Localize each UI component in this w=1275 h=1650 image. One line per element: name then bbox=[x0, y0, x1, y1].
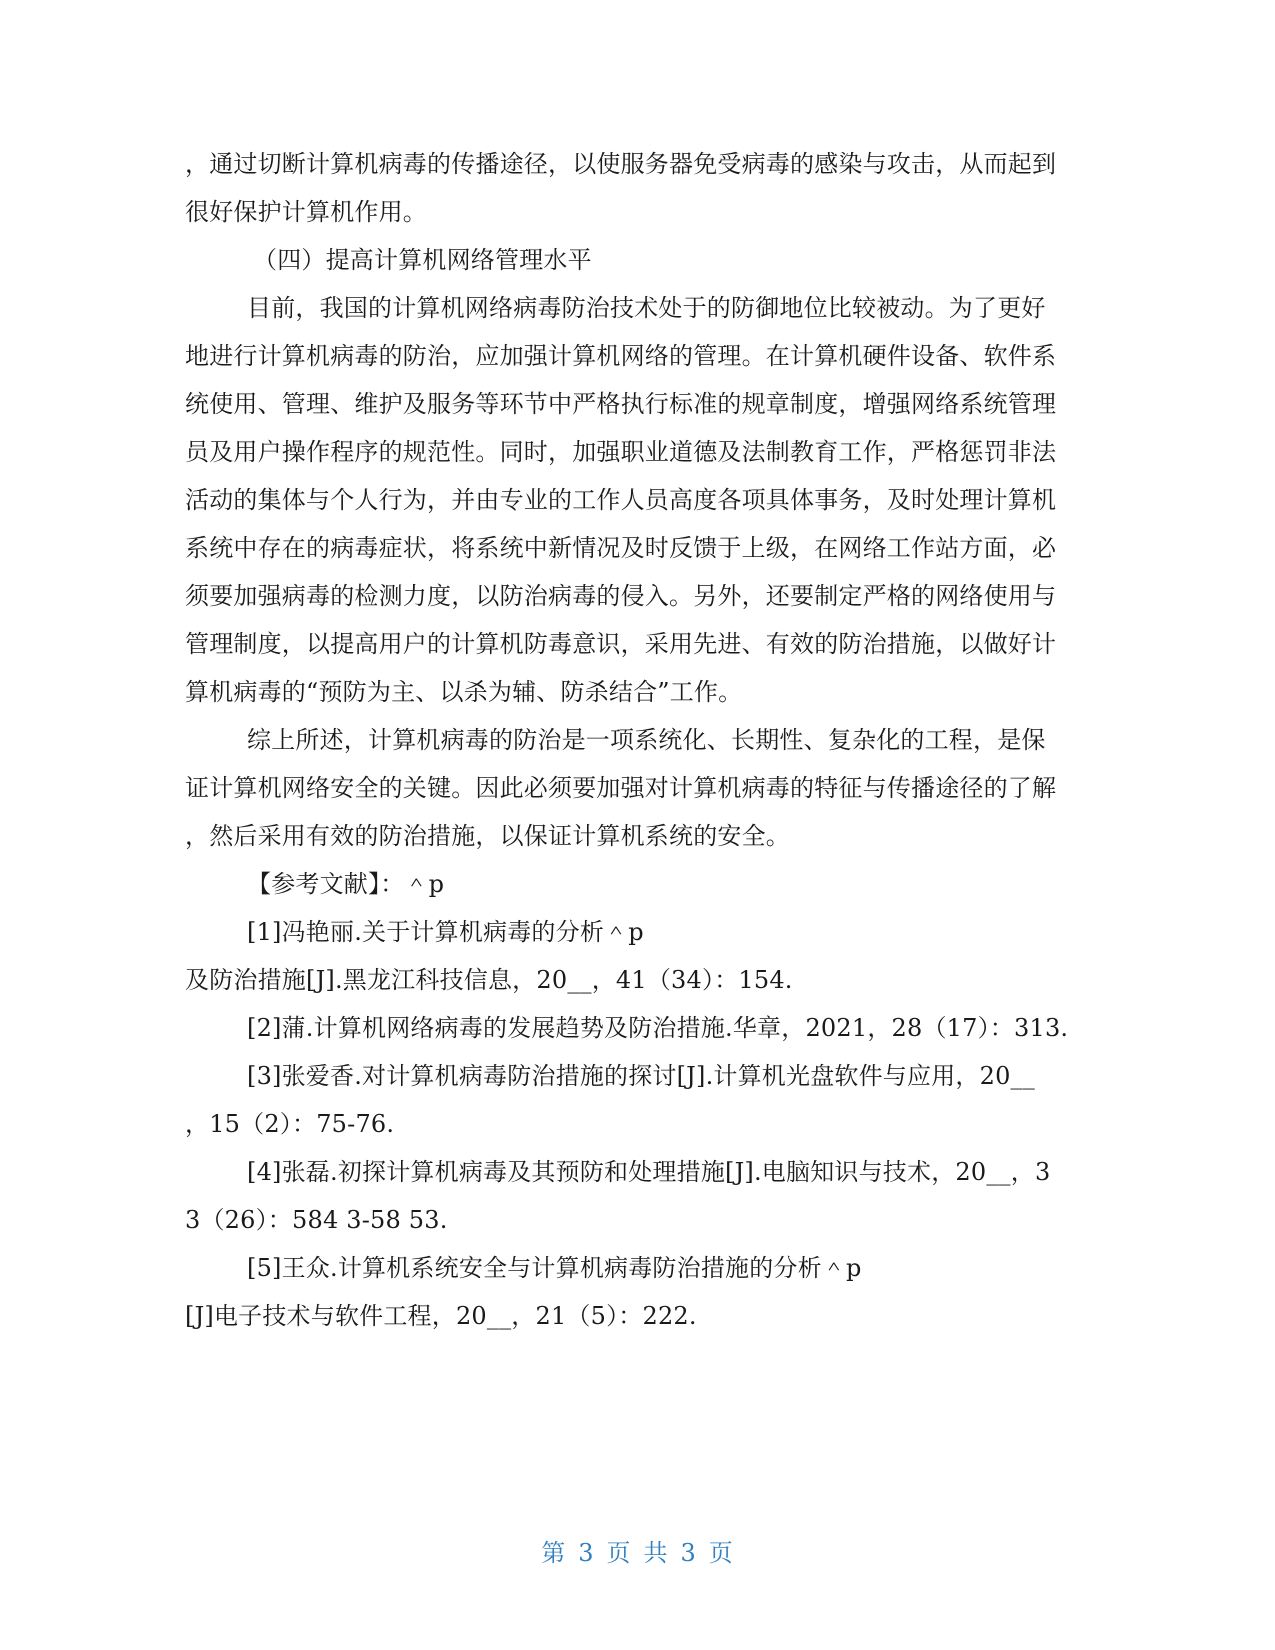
reference-item: ，15（2）：75-76. bbox=[185, 1110, 395, 1138]
footer-total-pages: 3 bbox=[680, 1539, 697, 1567]
paragraph-line: 活动的集体与个人行为，并由专业的工作人员高度各项具体事务，及时处理计算机 bbox=[185, 486, 1057, 514]
footer-ye: 页 bbox=[606, 1539, 632, 1567]
paragraph-line: 算机病毒的“预防为主、以杀为辅、防杀结合”工作。 bbox=[185, 678, 743, 706]
paragraph-line: ，通过切断计算机病毒的传播途径，以使服务器免受病毒的感染与攻击，从而起到 bbox=[185, 150, 1057, 178]
paragraph-line: 须要加强病毒的检测力度，以防治病毒的侵入。另外，还要制定严格的网络使用与 bbox=[185, 582, 1057, 610]
paragraph-line: 综上所述，计算机病毒的防治是一项系统化、长期性、复杂化的工程，是保 bbox=[247, 726, 1046, 754]
paragraph-line: 员及用户操作程序的规范性。同时，加强职业道德及法制教育工作，严格惩罚非法 bbox=[185, 438, 1057, 466]
paragraph-line: 证计算机网络安全的关键。因此必须要加强对计算机病毒的特征与传播途径的了解 bbox=[185, 774, 1057, 802]
reference-item: [2]蒲.计算机网络病毒的发展趋势及防治措施.华章，2021，28（17）：313. bbox=[247, 1014, 1069, 1042]
references-heading: 【参考文献】：＾p bbox=[247, 870, 445, 898]
paragraph-line: 系统中存在的病毒症状，将系统中新情况及时反馈于上级，在网络工作站方面，必 bbox=[185, 534, 1057, 562]
reference-item: [5]王众.计算机系统安全与计算机病毒防治措施的分析＾p bbox=[247, 1254, 862, 1282]
reference-item: [4]张磊.初探计算机病毒及其预防和处理措施[J].电脑知识与技术，20__，3 bbox=[247, 1158, 1051, 1186]
footer-gong: 共 bbox=[643, 1539, 669, 1567]
reference-item: 及防治措施[J].黑龙江科技信息，20__，41（34）：154. bbox=[185, 966, 793, 994]
paragraph-line: 很好保护计算机作用。 bbox=[185, 198, 427, 226]
paragraph-line: ，然后采用有效的防治措施，以保证计算机系统的安全。 bbox=[185, 822, 790, 850]
document-body bbox=[185, 140, 1085, 1340]
footer-di: 第 bbox=[541, 1539, 567, 1567]
paragraph-line: 地进行计算机病毒的防治，应加强计算机网络的管理。在计算机硬件设备、软件系 bbox=[185, 342, 1057, 370]
reference-item: [3]张爱香.对计算机病毒防治措施的探讨[J].计算机光盘软件与应用，20__ bbox=[247, 1062, 1035, 1090]
page-footer bbox=[0, 1533, 1275, 1568]
reference-item: [J]电子技术与软件工程，20__，21（5）：222. bbox=[185, 1302, 697, 1330]
section-heading: （四）提高计算机网络管理水平 bbox=[253, 246, 592, 274]
paragraph-line: 统使用、管理、维护及服务等环节中严格执行标准的规章制度，增强网络系统管理 bbox=[185, 390, 1057, 418]
footer-page-number: 3 bbox=[578, 1539, 595, 1567]
reference-item: 3（26）：584 3-58 53. bbox=[185, 1206, 448, 1234]
paragraph-line: 管理制度，以提高用户的计算机防毒意识，采用先进、有效的防治措施，以做好计 bbox=[185, 630, 1057, 658]
paragraph-line: 目前，我国的计算机网络病毒防治技术处于的防御地位比较被动。为了更好 bbox=[247, 294, 1046, 322]
footer-ye2: 页 bbox=[708, 1539, 734, 1567]
reference-item: [1]冯艳丽.关于计算机病毒的分析＾p bbox=[247, 918, 644, 946]
